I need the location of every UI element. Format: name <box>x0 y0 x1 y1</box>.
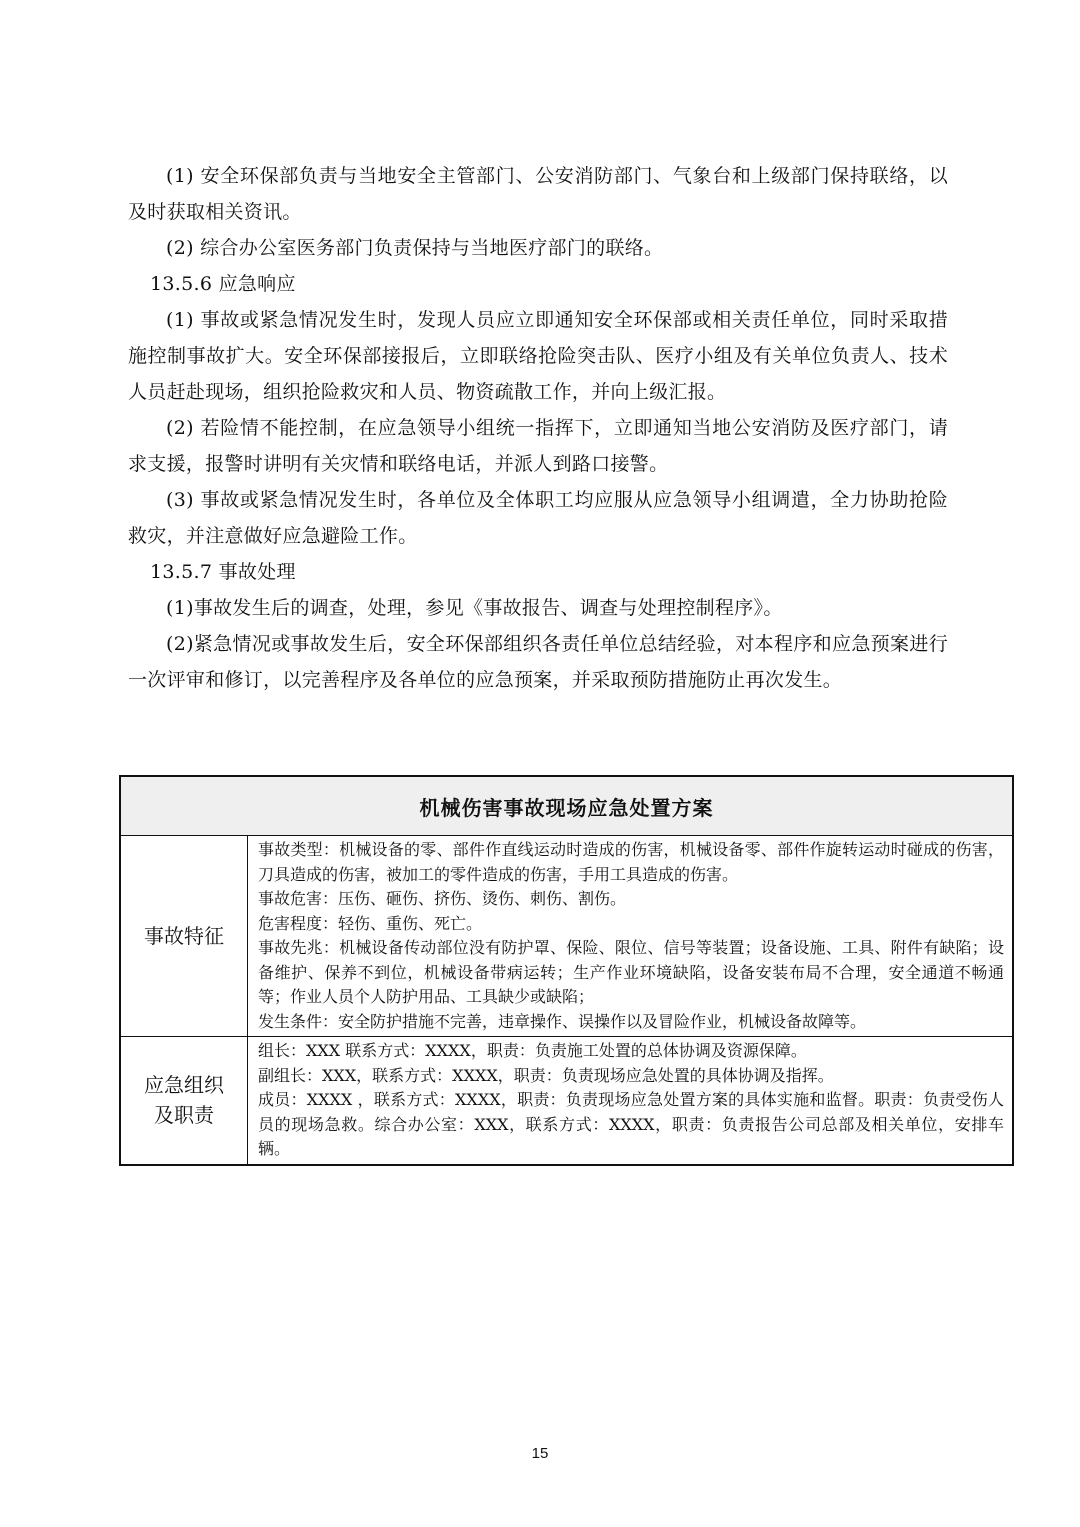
paragraph-2: (2) 综合办公室医务部门负责保持与当地医疗部门的联络。 <box>166 237 664 259</box>
row-label-emergency-organization <box>120 1037 248 1165</box>
section-heading-13-5-6: 13.5.6 应急响应 <box>150 273 296 295</box>
accident-precursor-text: 事故先兆：机械设备传动部位没有防护罩、保险、限位、信号等装置；设备设施、工具、附件有缺陷；设备维护、保养不到位，机械设备带病运转；生产作业环境缺陷，设备安装布局不合理，安全通道不畅通等；作业人员个人防护用品、工具缺少或缺陷； <box>258 938 1004 1006</box>
members-text: 成员：XXXX ，联系方式：XXXX，职责：负责现场应急处置方案的具体实施和监督。职责：负责受伤人员的现场急救。综合办公室：XXX，联系方式：XXXX，职责：负责报告公司总部及相关单位，安排车辆。 <box>258 1090 1004 1158</box>
deputy-leader-text: 副组长：XXX，联系方式：XXXX，职责：负责现场应急处置的具体协调及指挥。 <box>258 1065 834 1085</box>
row-content-emergency-organization <box>248 1037 1014 1165</box>
accident-hazard-text: 事故危害：压伤、砸伤、挤伤、烫伤、刺伤、割伤。 <box>258 889 627 908</box>
section-heading-13-5-7: 13.5.7 事故处理 <box>150 561 296 583</box>
table-row-emergency-organization <box>120 1037 1013 1165</box>
table-title-row <box>120 776 1013 836</box>
table-row-accident-features <box>120 836 1013 1037</box>
paragraph-3: (1) 事故或紧急情况发生时，发现人员应立即通知安全环保部或相关责任单位，同时采取措施控制事故扩大。安全环保部接报后，立即联络抢险突击队、医疗小组及有关单位负责人、技术人员赶赴现场，组织抢险救灾和人员、物资疏散工作，并向上级汇报。 <box>128 309 948 403</box>
paragraph-6: (1)事故发生后的调查，处理，参见《事故报告、调查与处理控制程序》。 <box>166 597 783 619</box>
row-label-line-1: 应急组织 <box>144 1073 224 1098</box>
page-number: 15 <box>531 1445 549 1462</box>
row-label-line-2: 及职责 <box>154 1103 214 1128</box>
paragraph-5: (3) 事故或紧急情况发生时，各单位及全体职工均应服从应急领导小组调遣，全力协助抢险救灾，并注意做好应急避险工作。 <box>128 489 948 547</box>
emergency-plan-table <box>119 775 1014 1166</box>
row-content-accident-features <box>248 836 1014 1037</box>
hazard-degree-text: 危害程度：轻伤、重伤、死亡。 <box>258 913 483 933</box>
body-text <box>128 158 948 698</box>
table-title: 机械伤害事故现场应急处置方案 <box>120 776 1013 836</box>
team-leader-text: 组长：XXX 联系方式：XXXX，职责：负责施工处置的总体协调及资源保障。 <box>258 1041 807 1060</box>
paragraph-7: (2)紧急情况或事故发生后，安全环保部组织各责任单位总结经验，对本程序和应急预案进行一次评审和修订，以完善程序及各单位的应急预案，并采取预防措施防止再次发生。 <box>128 633 948 691</box>
accident-type-text: 事故类型：机械设备的零、部件作直线运动时造成的伤害，机械设备零、部件作旋转运动时碰成的伤害，刀具造成的伤害，被加工的零件造成的伤害，手用工具造成的伤害。 <box>258 840 1004 884</box>
paragraph-4: (2) 若险情不能控制，在应急领导小组统一指挥下，立即通知当地公安消防及医疗部门，请求支援，报警时讲明有关灾情和联络电话，并派人到路口接警。 <box>128 417 948 475</box>
row-label-accident-features: 事故特征 <box>120 836 248 1037</box>
occurrence-condition-text: 发生条件：安全防护措施不完善，违章操作、误操作以及冒险作业，机械设备故障等。 <box>258 1011 867 1031</box>
paragraph-1: (1) 安全环保部负责与当地安全主管部门、公安消防部门、气象台和上级部门保持联络，以及时获取相关资讯。 <box>128 165 948 223</box>
